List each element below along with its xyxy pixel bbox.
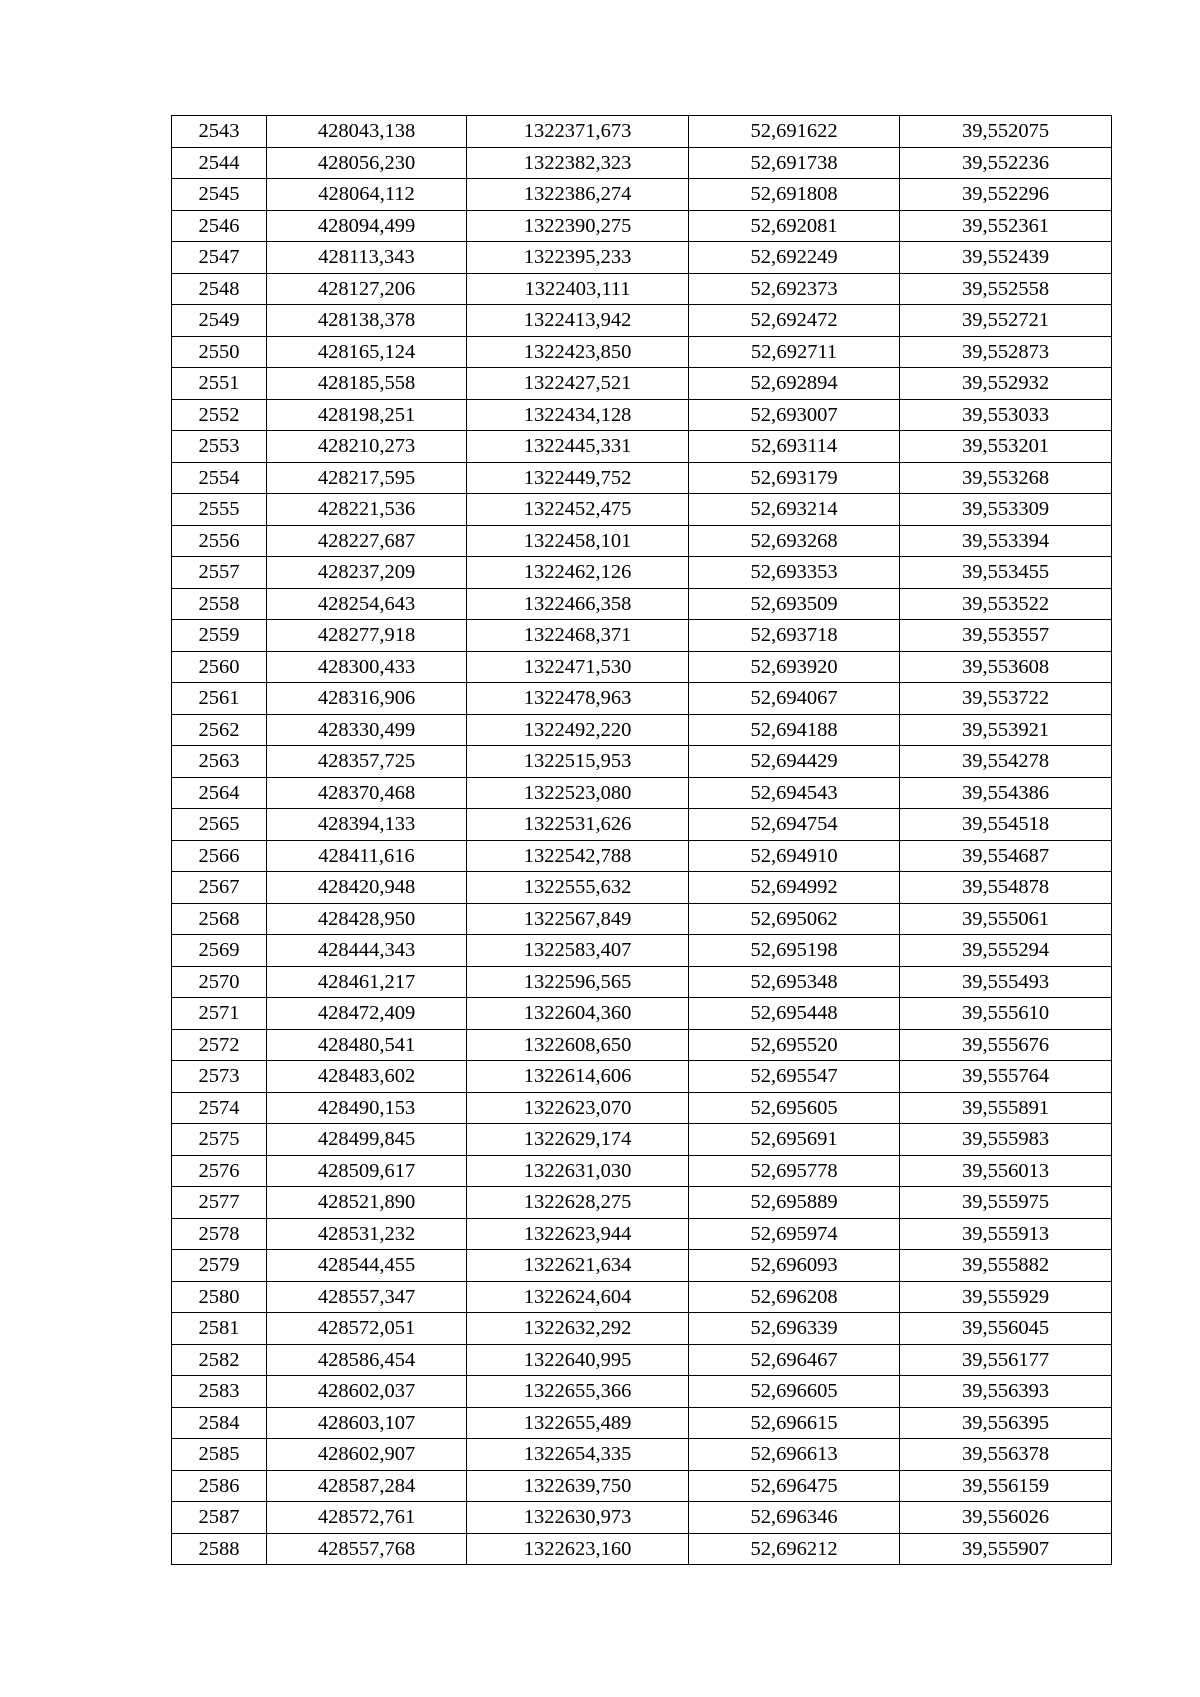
longitude-cell: 39,555882 [900,1250,1112,1282]
latitude-cell: 52,693353 [689,557,900,589]
y-coordinate-cell: 1322583,407 [467,935,689,967]
longitude-cell: 39,553455 [900,557,1112,589]
point-number-cell: 2573 [172,1061,267,1093]
x-coordinate-cell: 428113,343 [267,242,467,274]
latitude-cell: 52,694429 [689,746,900,778]
table-row [172,1155,1112,1187]
longitude-cell: 39,555913 [900,1218,1112,1250]
point-number-cell: 2543 [172,116,267,148]
point-number-cell: 2576 [172,1155,267,1187]
point-number-cell: 2583 [172,1376,267,1408]
table-row [172,683,1112,715]
longitude-cell: 39,556159 [900,1470,1112,1502]
table-row [172,998,1112,1030]
x-coordinate-cell: 428557,347 [267,1281,467,1313]
longitude-cell: 39,553033 [900,399,1112,431]
longitude-cell: 39,552558 [900,273,1112,305]
table-row [172,588,1112,620]
x-coordinate-cell: 428499,845 [267,1124,467,1156]
y-coordinate-cell: 1322623,160 [467,1533,689,1565]
table-row [172,746,1112,778]
point-number-cell: 2570 [172,966,267,998]
x-coordinate-cell: 428444,343 [267,935,467,967]
latitude-cell: 52,694754 [689,809,900,841]
point-number-cell: 2564 [172,777,267,809]
longitude-cell: 39,553394 [900,525,1112,557]
table-row [172,651,1112,683]
table-row [172,1344,1112,1376]
latitude-cell: 52,694910 [689,840,900,872]
longitude-cell: 39,553722 [900,683,1112,715]
longitude-cell: 39,554518 [900,809,1112,841]
table-row [172,462,1112,494]
longitude-cell: 39,552932 [900,368,1112,400]
x-coordinate-cell: 428531,232 [267,1218,467,1250]
longitude-cell: 39,552439 [900,242,1112,274]
longitude-cell: 39,556177 [900,1344,1112,1376]
y-coordinate-cell: 1322628,275 [467,1187,689,1219]
table-row [172,557,1112,589]
y-coordinate-cell: 1322434,128 [467,399,689,431]
x-coordinate-cell: 428277,918 [267,620,467,652]
x-coordinate-cell: 428602,907 [267,1439,467,1471]
x-coordinate-cell: 428483,602 [267,1061,467,1093]
x-coordinate-cell: 428572,761 [267,1502,467,1534]
point-number-cell: 2563 [172,746,267,778]
latitude-cell: 52,694543 [689,777,900,809]
x-coordinate-cell: 428056,230 [267,147,467,179]
x-coordinate-cell: 428572,051 [267,1313,467,1345]
longitude-cell: 39,554386 [900,777,1112,809]
point-number-cell: 2549 [172,305,267,337]
y-coordinate-cell: 1322629,174 [467,1124,689,1156]
x-coordinate-cell: 428127,206 [267,273,467,305]
table-row [172,179,1112,211]
longitude-cell: 39,555294 [900,935,1112,967]
point-number-cell: 2584 [172,1407,267,1439]
table-row [172,431,1112,463]
point-number-cell: 2567 [172,872,267,904]
latitude-cell: 52,693114 [689,431,900,463]
x-coordinate-cell: 428586,454 [267,1344,467,1376]
longitude-cell: 39,556045 [900,1313,1112,1345]
latitude-cell: 52,696212 [689,1533,900,1565]
x-coordinate-cell: 428330,499 [267,714,467,746]
point-number-cell: 2562 [172,714,267,746]
table-row [172,1470,1112,1502]
point-number-cell: 2550 [172,336,267,368]
x-coordinate-cell: 428094,499 [267,210,467,242]
point-number-cell: 2554 [172,462,267,494]
y-coordinate-cell: 1322555,632 [467,872,689,904]
y-coordinate-cell: 1322371,673 [467,116,689,148]
x-coordinate-cell: 428198,251 [267,399,467,431]
x-coordinate-cell: 428254,643 [267,588,467,620]
latitude-cell: 52,696093 [689,1250,900,1282]
point-number-cell: 2587 [172,1502,267,1534]
point-number-cell: 2559 [172,620,267,652]
y-coordinate-cell: 1322492,220 [467,714,689,746]
longitude-cell: 39,555764 [900,1061,1112,1093]
table-row [172,840,1112,872]
x-coordinate-cell: 428394,133 [267,809,467,841]
x-coordinate-cell: 428221,536 [267,494,467,526]
x-coordinate-cell: 428227,687 [267,525,467,557]
longitude-cell: 39,554687 [900,840,1112,872]
x-coordinate-cell: 428043,138 [267,116,467,148]
table-row [172,273,1112,305]
latitude-cell: 52,695062 [689,903,900,935]
table-row [172,714,1112,746]
y-coordinate-cell: 1322413,942 [467,305,689,337]
point-number-cell: 2581 [172,1313,267,1345]
x-coordinate-cell: 428138,378 [267,305,467,337]
longitude-cell: 39,554278 [900,746,1112,778]
point-number-cell: 2553 [172,431,267,463]
x-coordinate-cell: 428300,433 [267,651,467,683]
table-row [172,1124,1112,1156]
table-row [172,935,1112,967]
table-row [172,1061,1112,1093]
longitude-cell: 39,553268 [900,462,1112,494]
latitude-cell: 52,693268 [689,525,900,557]
latitude-cell: 52,695547 [689,1061,900,1093]
point-number-cell: 2555 [172,494,267,526]
point-number-cell: 2572 [172,1029,267,1061]
x-coordinate-cell: 428587,284 [267,1470,467,1502]
y-coordinate-cell: 1322427,521 [467,368,689,400]
point-number-cell: 2580 [172,1281,267,1313]
table-row [172,305,1112,337]
point-number-cell: 2577 [172,1187,267,1219]
x-coordinate-cell: 428428,950 [267,903,467,935]
longitude-cell: 39,555983 [900,1124,1112,1156]
table-row [172,1218,1112,1250]
y-coordinate-cell: 1322478,963 [467,683,689,715]
table-row [172,966,1112,998]
point-number-cell: 2558 [172,588,267,620]
y-coordinate-cell: 1322468,371 [467,620,689,652]
longitude-cell: 39,553201 [900,431,1112,463]
y-coordinate-cell: 1322515,953 [467,746,689,778]
point-number-cell: 2565 [172,809,267,841]
point-number-cell: 2588 [172,1533,267,1565]
table-row [172,336,1112,368]
y-coordinate-cell: 1322623,070 [467,1092,689,1124]
y-coordinate-cell: 1322614,606 [467,1061,689,1093]
y-coordinate-cell: 1322386,274 [467,179,689,211]
y-coordinate-cell: 1322390,275 [467,210,689,242]
longitude-cell: 39,552873 [900,336,1112,368]
latitude-cell: 52,692249 [689,242,900,274]
point-number-cell: 2544 [172,147,267,179]
y-coordinate-cell: 1322395,233 [467,242,689,274]
point-number-cell: 2557 [172,557,267,589]
x-coordinate-cell: 428603,107 [267,1407,467,1439]
latitude-cell: 52,693007 [689,399,900,431]
table-row [172,620,1112,652]
latitude-cell: 52,696467 [689,1344,900,1376]
latitude-cell: 52,695778 [689,1155,900,1187]
y-coordinate-cell: 1322655,489 [467,1407,689,1439]
x-coordinate-cell: 428237,209 [267,557,467,589]
y-coordinate-cell: 1322542,788 [467,840,689,872]
latitude-cell: 52,696605 [689,1376,900,1408]
x-coordinate-cell: 428490,153 [267,1092,467,1124]
y-coordinate-cell: 1322623,944 [467,1218,689,1250]
latitude-cell: 52,696208 [689,1281,900,1313]
longitude-cell: 39,553522 [900,588,1112,620]
table-row [172,1439,1112,1471]
x-coordinate-cell: 428521,890 [267,1187,467,1219]
table-row [172,1187,1112,1219]
table-row [172,903,1112,935]
longitude-cell: 39,555975 [900,1187,1112,1219]
y-coordinate-cell: 1322621,634 [467,1250,689,1282]
table-row [172,1376,1112,1408]
table-row [172,1092,1112,1124]
longitude-cell: 39,555676 [900,1029,1112,1061]
latitude-cell: 52,693214 [689,494,900,526]
longitude-cell: 39,555929 [900,1281,1112,1313]
x-coordinate-cell: 428210,273 [267,431,467,463]
longitude-cell: 39,552721 [900,305,1112,337]
longitude-cell: 39,556378 [900,1439,1112,1471]
latitude-cell: 52,696475 [689,1470,900,1502]
x-coordinate-cell: 428411,616 [267,840,467,872]
coordinates-table-body [172,116,1112,1565]
point-number-cell: 2560 [172,651,267,683]
x-coordinate-cell: 428472,409 [267,998,467,1030]
x-coordinate-cell: 428357,725 [267,746,467,778]
table-row [172,809,1112,841]
latitude-cell: 52,695974 [689,1218,900,1250]
y-coordinate-cell: 1322630,973 [467,1502,689,1534]
y-coordinate-cell: 1322403,111 [467,273,689,305]
latitude-cell: 52,696613 [689,1439,900,1471]
latitude-cell: 52,694067 [689,683,900,715]
table-row [172,399,1112,431]
x-coordinate-cell: 428370,468 [267,777,467,809]
x-coordinate-cell: 428509,617 [267,1155,467,1187]
point-number-cell: 2579 [172,1250,267,1282]
y-coordinate-cell: 1322596,565 [467,966,689,998]
point-number-cell: 2552 [172,399,267,431]
longitude-cell: 39,555061 [900,903,1112,935]
table-row [172,1250,1112,1282]
x-coordinate-cell: 428185,558 [267,368,467,400]
y-coordinate-cell: 1322471,530 [467,651,689,683]
latitude-cell: 52,692081 [689,210,900,242]
longitude-cell: 39,553557 [900,620,1112,652]
x-coordinate-cell: 428064,112 [267,179,467,211]
table-row [172,147,1112,179]
y-coordinate-cell: 1322631,030 [467,1155,689,1187]
point-number-cell: 2566 [172,840,267,872]
longitude-cell: 39,556395 [900,1407,1112,1439]
latitude-cell: 52,692373 [689,273,900,305]
longitude-cell: 39,556026 [900,1502,1112,1534]
coordinates-table [171,115,1112,1565]
longitude-cell: 39,552236 [900,147,1112,179]
y-coordinate-cell: 1322523,080 [467,777,689,809]
latitude-cell: 52,692711 [689,336,900,368]
point-number-cell: 2571 [172,998,267,1030]
y-coordinate-cell: 1322531,626 [467,809,689,841]
longitude-cell: 39,555907 [900,1533,1112,1565]
y-coordinate-cell: 1322462,126 [467,557,689,589]
y-coordinate-cell: 1322639,750 [467,1470,689,1502]
point-number-cell: 2585 [172,1439,267,1471]
latitude-cell: 52,693509 [689,588,900,620]
y-coordinate-cell: 1322640,995 [467,1344,689,1376]
x-coordinate-cell: 428461,217 [267,966,467,998]
longitude-cell: 39,556013 [900,1155,1112,1187]
y-coordinate-cell: 1322608,650 [467,1029,689,1061]
table-row [172,1533,1112,1565]
point-number-cell: 2545 [172,179,267,211]
latitude-cell: 52,691738 [689,147,900,179]
longitude-cell: 39,552075 [900,116,1112,148]
point-number-cell: 2574 [172,1092,267,1124]
y-coordinate-cell: 1322449,752 [467,462,689,494]
point-number-cell: 2546 [172,210,267,242]
latitude-cell: 52,696346 [689,1502,900,1534]
longitude-cell: 39,554878 [900,872,1112,904]
table-row [172,525,1112,557]
x-coordinate-cell: 428480,541 [267,1029,467,1061]
y-coordinate-cell: 1322466,358 [467,588,689,620]
point-number-cell: 2586 [172,1470,267,1502]
table-row [172,1502,1112,1534]
y-coordinate-cell: 1322655,366 [467,1376,689,1408]
latitude-cell: 52,695348 [689,966,900,998]
latitude-cell: 52,692894 [689,368,900,400]
longitude-cell: 39,552361 [900,210,1112,242]
latitude-cell: 52,691808 [689,179,900,211]
table-row [172,116,1112,148]
table-row [172,1281,1112,1313]
point-number-cell: 2551 [172,368,267,400]
table-row [172,1407,1112,1439]
x-coordinate-cell: 428544,455 [267,1250,467,1282]
table-row [172,242,1112,274]
table-row [172,368,1112,400]
point-number-cell: 2569 [172,935,267,967]
x-coordinate-cell: 428557,768 [267,1533,467,1565]
point-number-cell: 2547 [172,242,267,274]
latitude-cell: 52,696615 [689,1407,900,1439]
longitude-cell: 39,555891 [900,1092,1112,1124]
latitude-cell: 52,695691 [689,1124,900,1156]
point-number-cell: 2578 [172,1218,267,1250]
y-coordinate-cell: 1322452,475 [467,494,689,526]
latitude-cell: 52,693718 [689,620,900,652]
longitude-cell: 39,552296 [900,179,1112,211]
table-row [172,1313,1112,1345]
y-coordinate-cell: 1322445,331 [467,431,689,463]
latitude-cell: 52,695448 [689,998,900,1030]
y-coordinate-cell: 1322624,604 [467,1281,689,1313]
latitude-cell: 52,694992 [689,872,900,904]
y-coordinate-cell: 1322604,360 [467,998,689,1030]
point-number-cell: 2561 [172,683,267,715]
longitude-cell: 39,555610 [900,998,1112,1030]
x-coordinate-cell: 428165,124 [267,336,467,368]
y-coordinate-cell: 1322423,850 [467,336,689,368]
latitude-cell: 52,693920 [689,651,900,683]
latitude-cell: 52,695520 [689,1029,900,1061]
x-coordinate-cell: 428602,037 [267,1376,467,1408]
latitude-cell: 52,695889 [689,1187,900,1219]
latitude-cell: 52,695605 [689,1092,900,1124]
longitude-cell: 39,555493 [900,966,1112,998]
table-row [172,210,1112,242]
point-number-cell: 2568 [172,903,267,935]
latitude-cell: 52,692472 [689,305,900,337]
latitude-cell: 52,695198 [689,935,900,967]
point-number-cell: 2582 [172,1344,267,1376]
y-coordinate-cell: 1322632,292 [467,1313,689,1345]
latitude-cell: 52,693179 [689,462,900,494]
latitude-cell: 52,691622 [689,116,900,148]
latitude-cell: 52,694188 [689,714,900,746]
y-coordinate-cell: 1322654,335 [467,1439,689,1471]
x-coordinate-cell: 428420,948 [267,872,467,904]
longitude-cell: 39,556393 [900,1376,1112,1408]
y-coordinate-cell: 1322382,323 [467,147,689,179]
latitude-cell: 52,696339 [689,1313,900,1345]
point-number-cell: 2556 [172,525,267,557]
point-number-cell: 2548 [172,273,267,305]
table-row [172,777,1112,809]
longitude-cell: 39,553921 [900,714,1112,746]
table-row [172,872,1112,904]
y-coordinate-cell: 1322567,849 [467,903,689,935]
table-row [172,1029,1112,1061]
table-row [172,494,1112,526]
point-number-cell: 2575 [172,1124,267,1156]
longitude-cell: 39,553309 [900,494,1112,526]
longitude-cell: 39,553608 [900,651,1112,683]
y-coordinate-cell: 1322458,101 [467,525,689,557]
x-coordinate-cell: 428316,906 [267,683,467,715]
x-coordinate-cell: 428217,595 [267,462,467,494]
